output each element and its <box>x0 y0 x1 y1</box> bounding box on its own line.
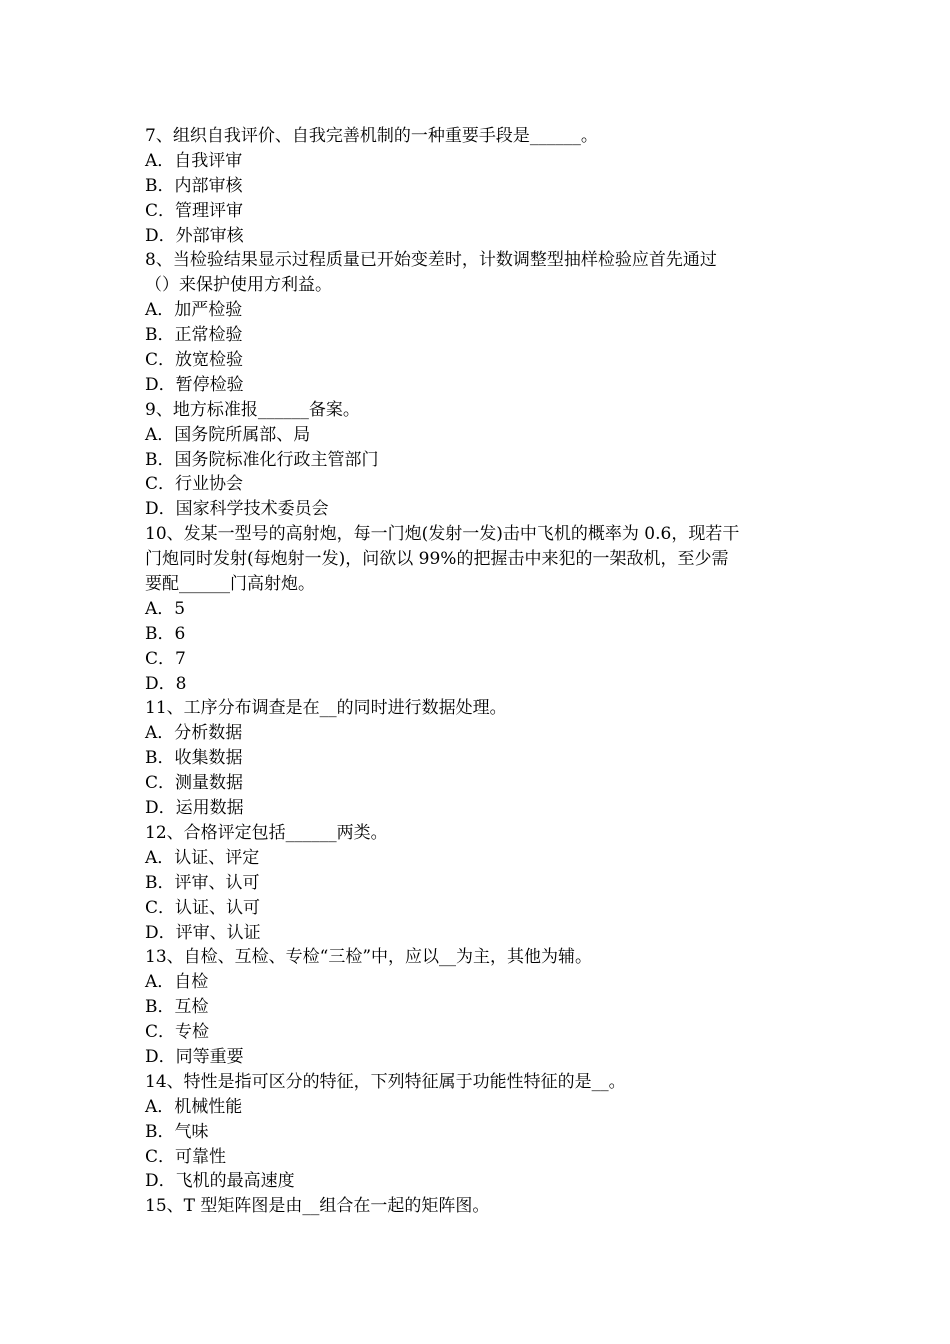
q8-option-d: D．暂停检验 <box>145 374 244 395</box>
q14-option-c: C．可靠性 <box>145 1146 227 1167</box>
q11-option-b: B．收集数据 <box>145 748 243 769</box>
q7-option-a: A．自我评审 <box>145 150 243 171</box>
q12-option-b: B．评审、认可 <box>145 872 260 893</box>
q10-option-c: C．7 <box>145 648 186 669</box>
q9-option-c: C．行业协会 <box>145 474 244 495</box>
q14-stem: 14、特性是指可区分的特征，下列特征属于功能性特征的是__。 <box>145 1071 626 1092</box>
q8-option-b: B．正常检验 <box>145 325 243 346</box>
q14-option-a: A．机械性能 <box>145 1096 243 1117</box>
q12-stem: 12、合格评定包括______两类。 <box>145 822 388 843</box>
q11-stem: 11、工序分布调查是在__的同时进行数据处理。 <box>145 698 507 719</box>
document-page <box>145 124 815 1219</box>
q10-option-d: D．8 <box>145 673 187 694</box>
q9-option-d: D．国家科学技术委员会 <box>145 499 329 520</box>
q14-option-d: D．飞机的最高速度 <box>145 1171 295 1192</box>
q12-option-a: A．认证、评定 <box>145 847 260 868</box>
q11-option-d: D．运用数据 <box>145 798 244 819</box>
q10-stem-line1: 10、发某一型号的高射炮，每一门炮(发射一发)击中飞机的概率为 0.6，现若干 <box>145 524 740 545</box>
q13-option-c: C．专检 <box>145 1022 210 1043</box>
q7-stem: 7、组织自我评价、自我完善机制的一种重要手段是______。 <box>145 126 598 146</box>
q10-stem-line2: 门炮同时发射(每炮射一发)，问欲以 99%的把握击中来犯的一架敌机，至少需 <box>145 549 729 570</box>
q14-option-b: B．气味 <box>145 1121 209 1142</box>
q10-stem-line3: 要配______门高射炮。 <box>145 574 315 595</box>
q13-stem: 13、自检、互检、专检“三检”中，应以__为主，其他为辅。 <box>145 947 593 968</box>
q13-option-b: B．互检 <box>145 997 209 1018</box>
q8-stem-line1: 8、当检验结果显示过程质量已开始变差时，计数调整型抽样检验应首先通过 <box>145 250 717 271</box>
q15-stem: 15、T 型矩阵图是由__组合在一起的矩阵图。 <box>145 1196 490 1217</box>
q7-option-b: B．内部审核 <box>145 175 243 196</box>
q8-option-c: C．放宽检验 <box>145 350 244 371</box>
q7-option-d: D．外部审核 <box>145 225 244 246</box>
q10-option-b: B．6 <box>145 623 186 644</box>
q11-option-c: C．测量数据 <box>145 773 244 794</box>
q9-option-a: A．国务院所属部、局 <box>145 424 311 445</box>
q12-option-d: D．评审、认证 <box>145 922 261 943</box>
q9-stem: 9、地方标准报______备案。 <box>145 399 360 420</box>
q11-option-a: A．分析数据 <box>145 723 243 744</box>
q13-option-a: A．自检 <box>145 972 209 993</box>
q7-option-c: C．管理评审 <box>145 200 244 221</box>
q9-option-b: B．国务院标准化行政主管部门 <box>145 449 379 470</box>
q13-option-d: D．同等重要 <box>145 1046 244 1067</box>
q10-option-a: A．5 <box>145 598 186 619</box>
q8-stem-line2: （）来保护使用方利益。 <box>145 275 332 296</box>
q8-option-a: A．加严检验 <box>145 300 243 321</box>
q12-option-c: C．认证、认可 <box>145 897 261 918</box>
